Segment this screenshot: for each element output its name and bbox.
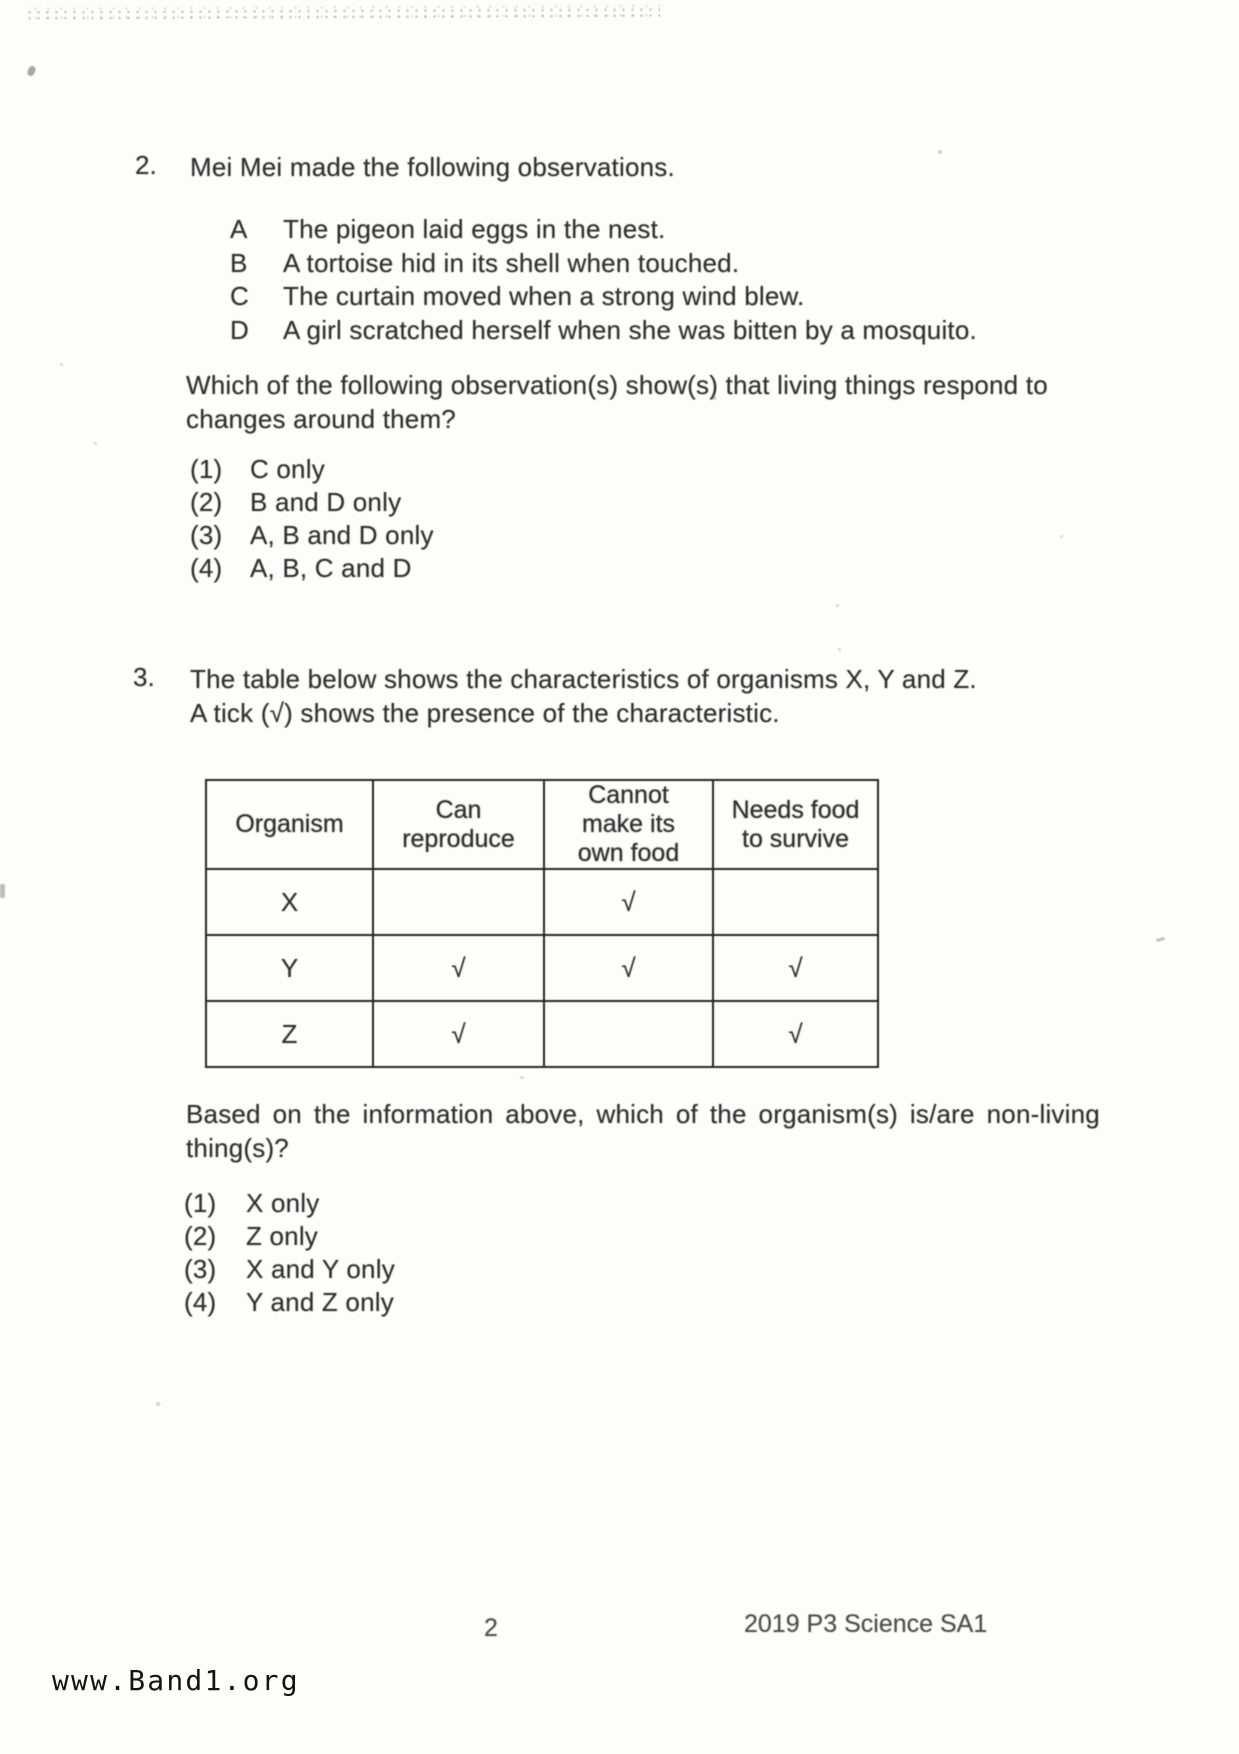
- organism-cell: Z: [206, 1001, 373, 1067]
- scan-speck: [94, 442, 97, 445]
- q2-question: [186, 368, 1048, 436]
- option-text: Y and Z only: [246, 1287, 394, 1317]
- tick-cell: √: [373, 1001, 544, 1067]
- observation-label: D: [230, 314, 249, 345]
- option-text: A, B and D only: [250, 520, 434, 550]
- option-label: (4): [190, 553, 223, 583]
- tick-cell: [544, 1001, 713, 1067]
- q3-stem: [190, 662, 977, 730]
- q3-stem-line1: The table below shows the characteristics of organisms X, Y and Z.: [190, 664, 977, 694]
- q2-observation-row: [230, 246, 977, 280]
- q2-stem: Mei Mei made the following observations.: [190, 152, 675, 182]
- header-organism: Organism: [206, 780, 373, 869]
- option-text: A, B, C and D: [250, 553, 412, 583]
- q3-number: 3.: [133, 662, 155, 692]
- q3-question-line2: thing(s)?: [186, 1133, 289, 1163]
- tick-cell: √: [373, 935, 544, 1001]
- watermark-url: www.Band1.org: [52, 1664, 300, 1697]
- observation-text: A girl scratched herself when she was bitten by a mosquito.: [283, 314, 977, 345]
- tick-cell: √: [544, 869, 713, 935]
- scan-speck: [520, 1076, 524, 1079]
- option-label: (1): [184, 1188, 217, 1218]
- tick-cell: √: [544, 935, 713, 1001]
- option-text: X only: [246, 1188, 320, 1218]
- tick-cell: √: [713, 1001, 878, 1067]
- scan-speck: [838, 648, 841, 651]
- observation-label: C: [230, 281, 249, 311]
- table-row-y: [206, 935, 878, 1001]
- scan-speck: [1060, 535, 1063, 538]
- q2-observation-row: [230, 212, 977, 246]
- observation-text: A tortoise hid in its shell when touched.: [283, 247, 740, 278]
- q3-option: [184, 1186, 395, 1219]
- observation-label: B: [230, 247, 248, 278]
- page-number: 2: [484, 1614, 498, 1642]
- organism-cell: Y: [206, 935, 373, 1001]
- tick-cell: √: [713, 935, 878, 1001]
- q3-option: [184, 1252, 395, 1285]
- q3-question: [186, 1097, 1100, 1165]
- option-label: (3): [190, 520, 223, 550]
- scan-speck: [0, 884, 5, 898]
- header-cannot-make-food: Cannot make its own food: [544, 780, 713, 869]
- q2-observation-row: [230, 279, 977, 313]
- q2-number: 2.: [135, 150, 157, 180]
- observation-text: The pigeon laid eggs in the nest.: [283, 214, 666, 244]
- q3-options: [184, 1186, 395, 1318]
- q3-option: [184, 1219, 395, 1252]
- tick-cell: [713, 869, 878, 935]
- q2-question-line2: changes around them?: [186, 404, 456, 434]
- option-label: (1): [190, 454, 223, 484]
- scan-noise-strip: [25, 5, 660, 23]
- q2-observations: [230, 212, 977, 346]
- observation-label: A: [230, 214, 248, 244]
- option-text: B and D only: [250, 487, 402, 517]
- option-label: (4): [184, 1287, 217, 1317]
- scan-speck: [60, 363, 63, 366]
- organism-cell: X: [206, 869, 373, 935]
- option-text: Z only: [246, 1221, 319, 1251]
- q2-option: [190, 452, 434, 485]
- q2-question-line1: Which of the following observation(s) show(s) that living things respond to: [186, 370, 1048, 400]
- q2-options: [190, 452, 434, 584]
- option-text: X and Y only: [246, 1254, 395, 1284]
- observation-text: The curtain moved when a strong wind blew.: [283, 281, 805, 311]
- q3-question-line1: Based on the information above, which of the organism(s) is/are non-living: [186, 1099, 1100, 1129]
- option-label: (3): [184, 1254, 217, 1284]
- header-needs-food: Needs food to survive: [713, 780, 878, 869]
- table-row-z: [206, 1001, 878, 1067]
- scan-speck: [156, 1402, 160, 1406]
- table-row-x: [206, 869, 878, 935]
- footer-exam-title: 2019 P3 Science SA1: [744, 1610, 988, 1638]
- q2-option: [190, 551, 434, 584]
- scan-speck: [836, 604, 839, 607]
- scan-speck: [26, 65, 37, 77]
- header-can-reproduce: Can reproduce: [373, 780, 544, 869]
- q2-option: [190, 485, 434, 518]
- table-header-row: [206, 780, 878, 869]
- option-label: (2): [184, 1221, 217, 1251]
- scan-speck: [1156, 937, 1165, 942]
- characteristics-table: [205, 779, 879, 1068]
- option-label: (2): [190, 487, 223, 517]
- option-text: C only: [250, 454, 325, 484]
- q3-stem-line2: A tick (√) shows the presence of the characteristic.: [190, 698, 780, 728]
- q3-option: [184, 1285, 395, 1318]
- tick-cell: [373, 869, 544, 935]
- q2-option: [190, 518, 434, 551]
- scan-speck: [938, 150, 942, 154]
- q2-observation-row: [230, 313, 977, 347]
